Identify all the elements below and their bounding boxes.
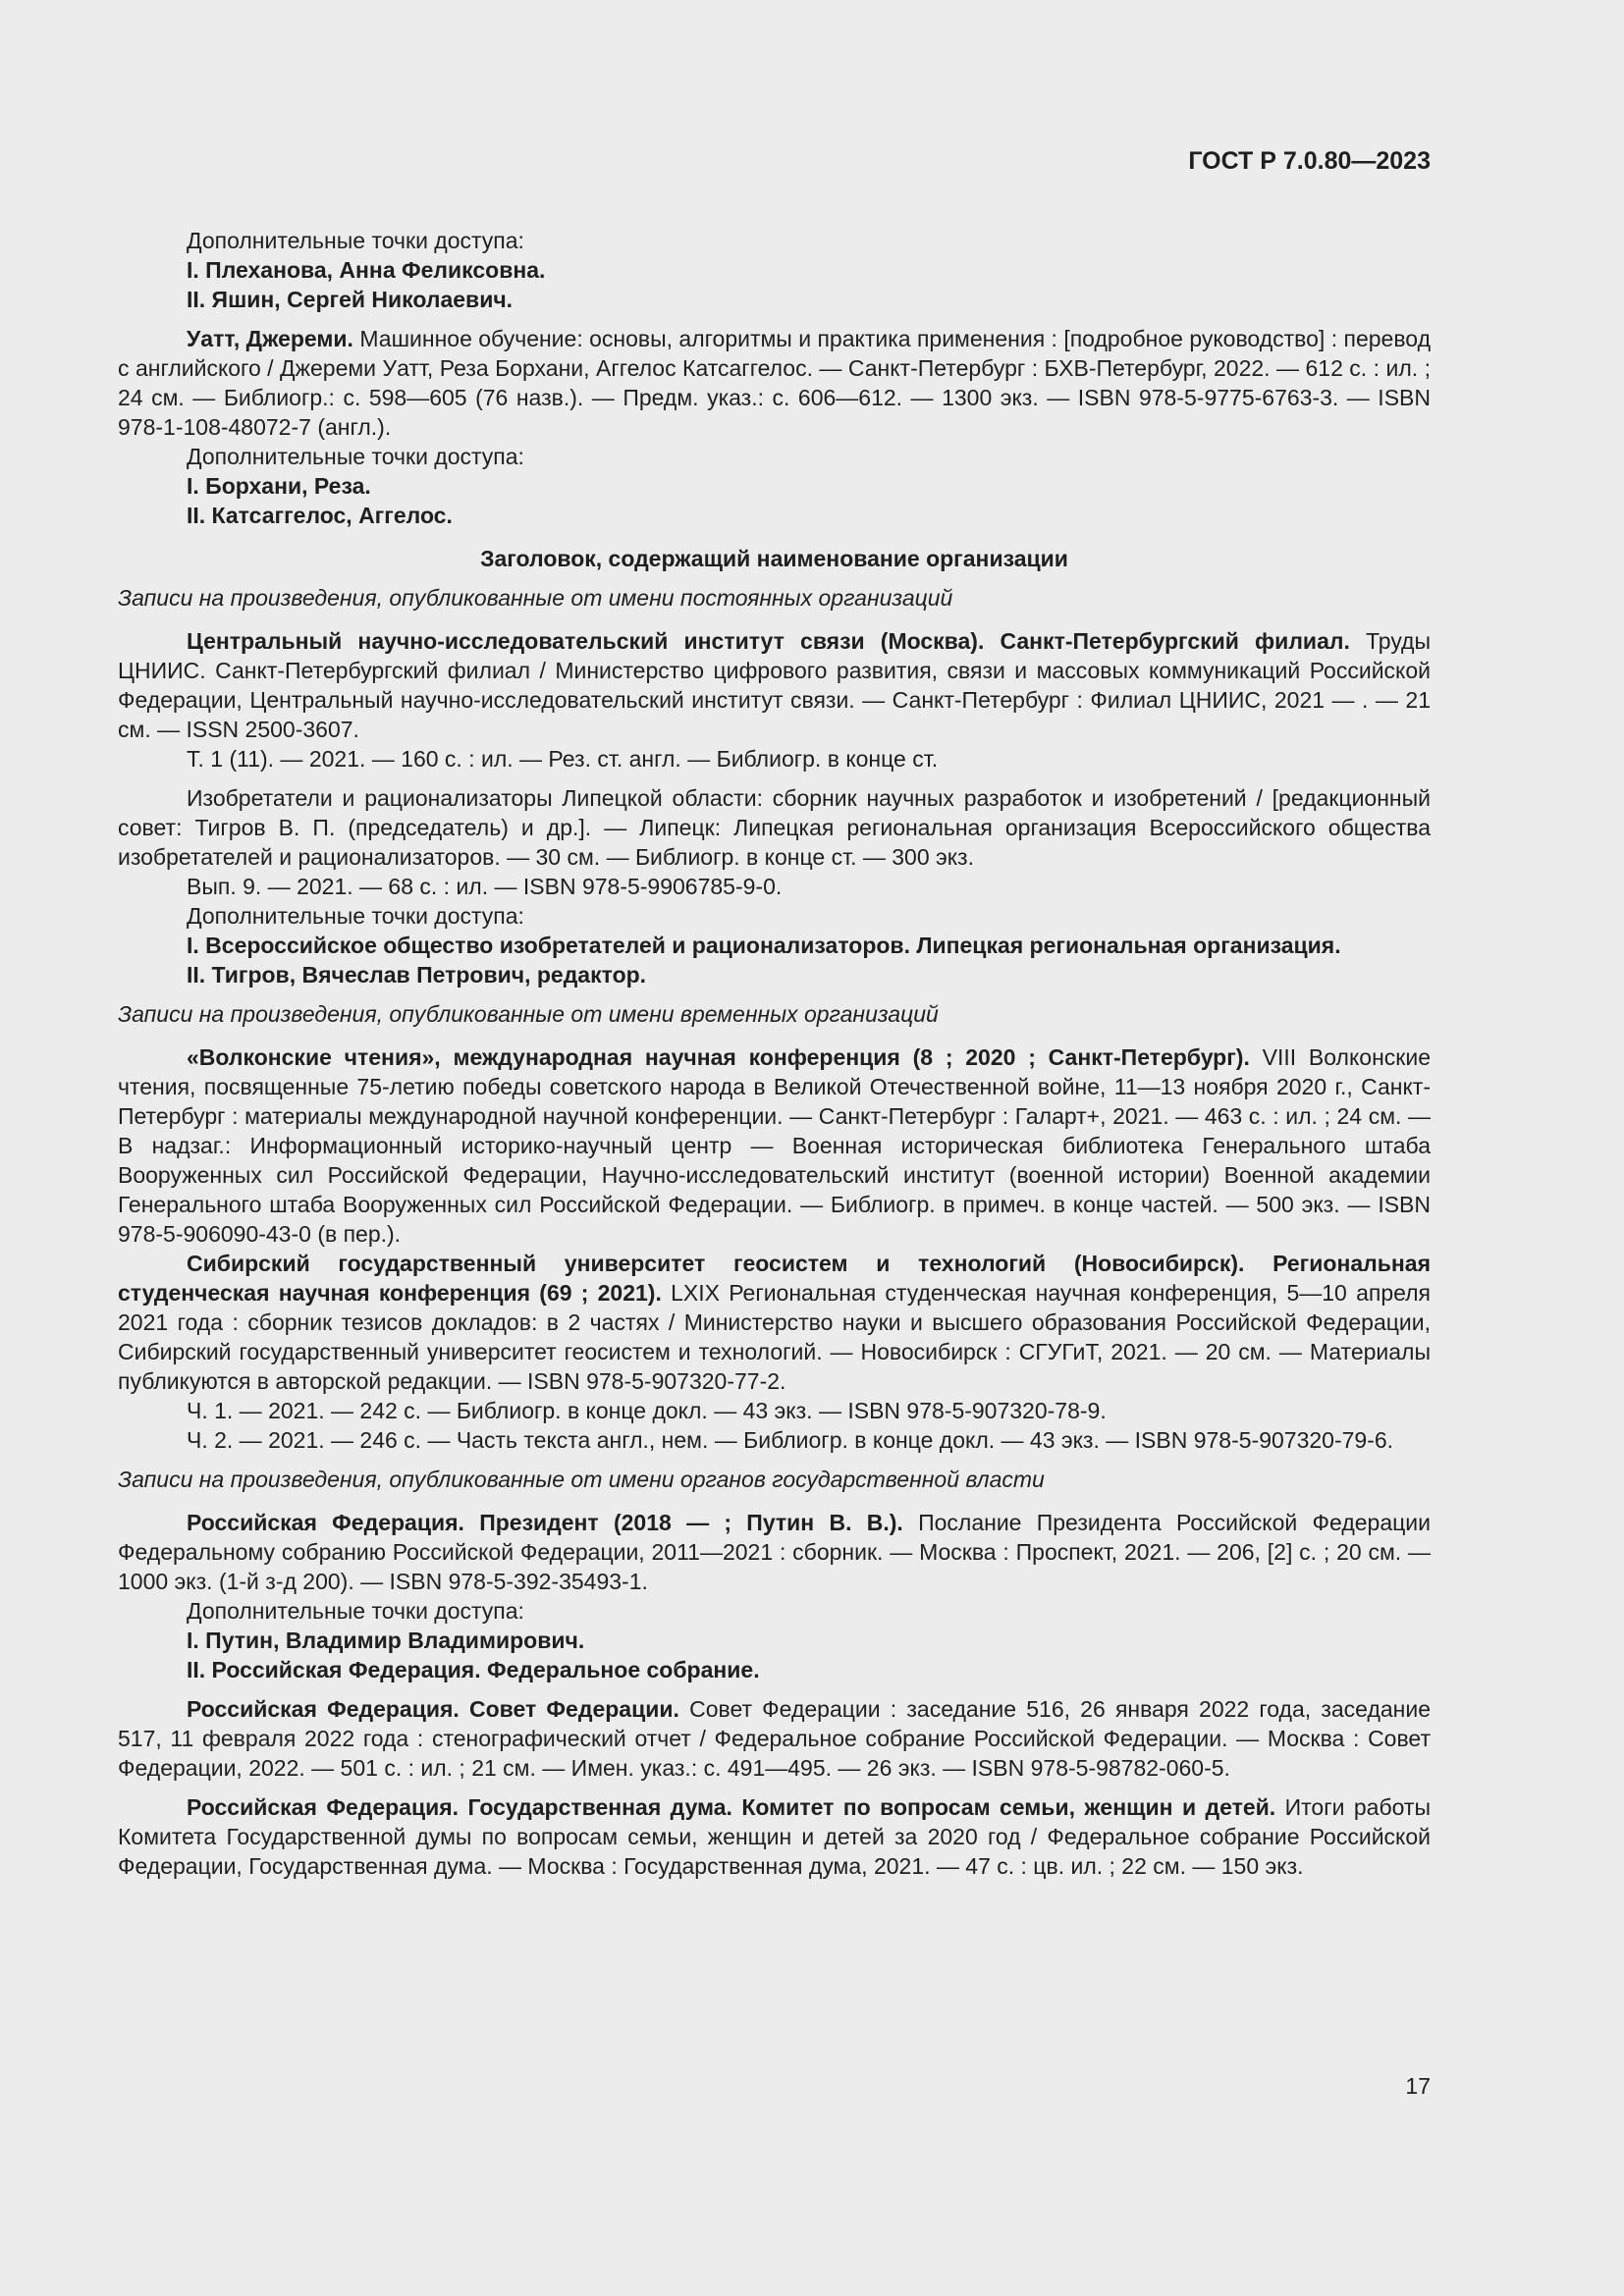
entry-text: Совет Федерации : заседание 516, 26 января 2022 года, заседание 517, 11 февраля 2022 года : стенографический отчет / Федеральное собрание Российской Федерации. — Москва : Совет Федерации, 2022. — 501 с. : ил. ; 21 см. — Имен. указ.: с. 491—495. — 26 экз. — ISBN 978-5-98782-060-5. bbox=[118, 1696, 1432, 1781]
access-point: I. Путин, Владимир Владимирович. bbox=[187, 1628, 585, 1653]
entry-text: Послание Президента Российской Федерации Федеральному собранию Российской Федерации, 2011—2021 : сборник. — Москва : Проспект, 2021. — 206, [2] с. ; 20 см. — 1000 экз. (1-й з-д 200). — ISBN 978-5-392-35493-1. bbox=[118, 1510, 1431, 1594]
entry-text: VIII Волконские чтения, посвященные 75-летию победы советского народа в Великой Отечественной войне, 11—13 ноября 2020 г., Санкт-Петербург : материалы международной научной конференции. — Санкт-Петербург : Галарт+, 2021. — 463 с. : ил. ; 24 см. — В надзаг.: Информационный историко-научный центр — Военная историческая библиотека Генерального штаба Вооруженных сил Российской Федерации, Научно-исследовательский институт (военной истории) Военной академии Генерального штаба Вооруженных сил Российской Федерации. — Библиогр. в примеч. в конце частей. — 500 экз. — ISBN 978-5-906090-43-0 (в пер.). bbox=[118, 1044, 1431, 1247]
page-content bbox=[118, 226, 1431, 1881]
entry-heading: «Волконские чтения», международная научная конференция (8 ; 2020 ; Санкт-Петербург). bbox=[187, 1044, 1250, 1070]
access-points-label: Дополнительные точки доступа: bbox=[187, 228, 524, 253]
entry-heading: Российская Федерация. Президент (2018 — ; Путин В. В.). bbox=[187, 1510, 903, 1535]
bibliographic-entry bbox=[118, 626, 1431, 744]
entry-text: LXIX Региональная студенческая научная конференция, 5—10 апреля 2021 года : сборник тезисов докладов: в 2 частях / Министерство науки и высшего образования Российской Федерации, Сибирский государственный университет геосистем и технологий. — Новосибирск : СГУГиТ, 2021. — 20 см. — Материалы публикуются в авторской редакции. — ISBN 978-5-907320-77-2. bbox=[118, 1280, 1432, 1394]
access-point: II. Яшин, Сергей Николаевич. bbox=[187, 287, 514, 312]
bibliographic-entry bbox=[118, 1792, 1431, 1881]
bibliographic-entry bbox=[118, 1508, 1431, 1596]
entry-volume: Т. 1 (11). — 2021. — 160 с. : ил. — Рез. ст. англ. — Библиогр. в конце ст. bbox=[187, 746, 939, 772]
bibliographic-entry bbox=[118, 1042, 1431, 1249]
subsection-title: Записи на произведения, опубликованные от имени постоянных организаций bbox=[118, 585, 953, 611]
bibliographic-entry bbox=[118, 1694, 1431, 1783]
bibliographic-entry: Изобретатели и рационализаторы Липецкой области: сборник научных разработок и изобретений / [редакционный совет: Тигров В. П. (председатель) и др.]. — Липецк: Липецкая региональная организация Всероссийского общества изобретателей и рационализаторов. — 30 см. — Библиогр. в конце ст. — 300 экз. bbox=[118, 785, 1431, 870]
section-title: Заголовок, содержащий наименование организации bbox=[480, 546, 1068, 571]
access-point: II. Катсаггелос, Аггелос. bbox=[187, 503, 453, 528]
entry-heading: Уатт, Джереми. bbox=[187, 326, 353, 351]
subsection-title: Записи на произведения, опубликованные от имени временных организаций bbox=[118, 1001, 939, 1027]
entry-heading: Сибирский государственный университет геосистем и технологий (Новосибирск). Региональная студенческая научная конференция (69 ; 2021). bbox=[118, 1251, 1431, 1306]
document-code-header: ГОСТ Р 7.0.80—2023 bbox=[1188, 147, 1431, 175]
subsection-title: Записи на произведения, опубликованные от имени органов государственной власти bbox=[118, 1467, 1045, 1492]
access-point: I. Всероссийское общество изобретателей и рационализаторов. Липецкая региональная организация. bbox=[187, 933, 1341, 958]
access-points-label: Дополнительные точки доступа: bbox=[187, 1598, 524, 1624]
bibliographic-entry bbox=[118, 1249, 1431, 1396]
entry-heading: Центральный научно-исследовательский институт связи (Москва). Санкт-Петербургский филиал. bbox=[187, 628, 1350, 654]
access-point: II. Тигров, Вячеслав Петрович, редактор. bbox=[187, 962, 647, 988]
entry-text: Машинное обучение: основы, алгоритмы и практика применения : [подробное руководство] : перевод с английского / Джереми Уатт, Реза Борхани, Аггелос Катсаггелос. — Санкт-Петербург : БХВ-Петербург, 2022. — 612 с. : ил. ; 24 см. — Библиогр.: с. 598—605 (76 назв.). — Предм. указ.: с. 606—612. — 1300 экз. — ISBN 978-5-9775-6763-3. — ISBN 978-1-108-48072-7 (англ.). bbox=[118, 326, 1431, 440]
entry-text: Итоги работы Комитета Государственной думы по вопросам семьи, женщин и детей за 2020 год / Федеральное собрание Российской Федерации, Государственная дума. — Москва : Государственная дума, 2021. — 47 с. : цв. ил. ; 22 см. — 150 экз. bbox=[118, 1794, 1431, 1879]
entry-text: Труды ЦНИИС. Санкт-Петербургский филиал / Министерство цифрового развития, связи и массовых коммуникаций Российской Федерации, Центральный научно-исследовательский институт связи. — Санкт-Петербург : Филиал ЦНИИС, 2021 — . — 21 см. — ISSN 2500-3607. bbox=[118, 628, 1432, 742]
page-number: 17 bbox=[1405, 2073, 1431, 2099]
entry-part: Ч. 2. — 2021. — 246 с. — Часть текста англ., нем. — Библиогр. в конце докл. — 43 экз. — ISBN 978-5-907320-79-6. bbox=[187, 1427, 1394, 1453]
access-point: II. Российская Федерация. Федеральное собрание. bbox=[187, 1657, 760, 1682]
entry-part: Ч. 1. — 2021. — 242 с. — Библиогр. в конце докл. — 43 экз. — ISBN 978-5-907320-78-9. bbox=[187, 1398, 1107, 1423]
access-points-label: Дополнительные точки доступа: bbox=[187, 444, 524, 469]
entry-issue: Вып. 9. — 2021. — 68 с. : ил. — ISBN 978-5-9906785-9-0. bbox=[187, 874, 783, 899]
entry-heading: Российская Федерация. Государственная дума. Комитет по вопросам семьи, женщин и детей. bbox=[187, 1794, 1276, 1820]
bibliographic-entry bbox=[118, 324, 1431, 442]
access-point: I. Плеханова, Анна Феликсовна. bbox=[187, 257, 546, 283]
entry-heading: Российская Федерация. Совет Федерации. bbox=[187, 1696, 679, 1722]
access-point: I. Борхани, Реза. bbox=[187, 473, 371, 499]
access-points-label: Дополнительные точки доступа: bbox=[187, 903, 524, 929]
